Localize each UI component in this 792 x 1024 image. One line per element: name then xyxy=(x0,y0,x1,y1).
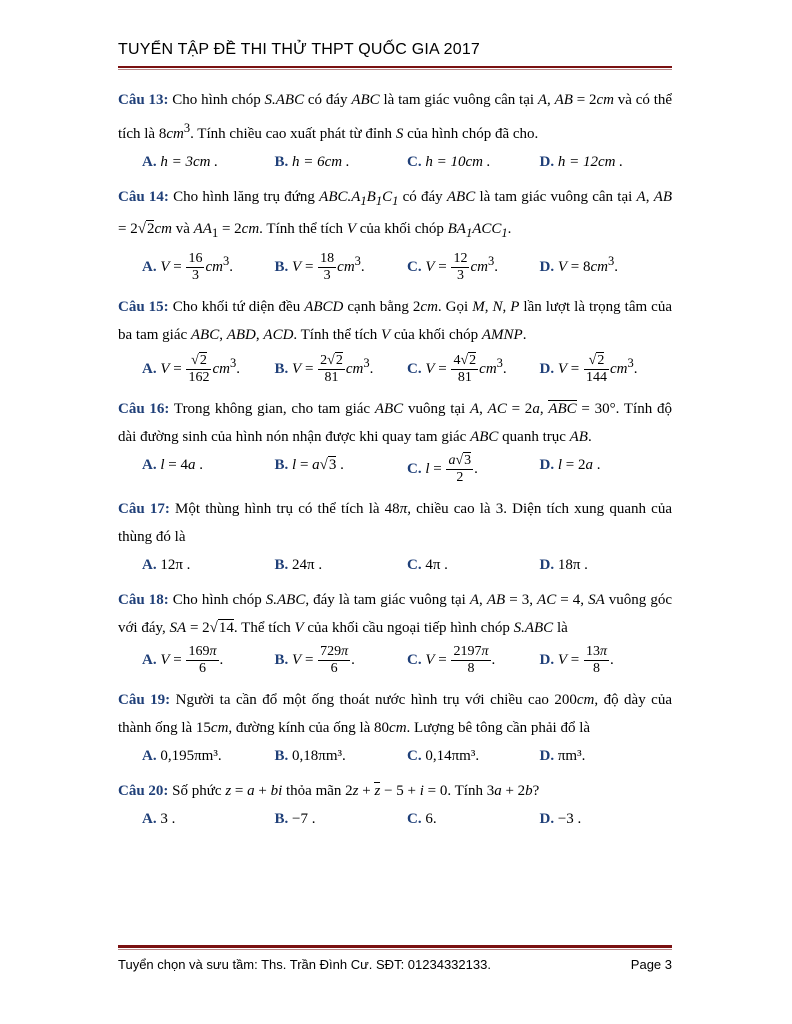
question-16-options xyxy=(142,453,672,486)
option-b[interactable]: B. −7 . xyxy=(274,811,316,828)
option-a[interactable]: A. 3 . xyxy=(142,811,176,828)
option-a[interactable]: A. 0,195πm³. xyxy=(142,748,222,765)
question-17-options xyxy=(142,553,672,577)
option-a[interactable]: A. V = $\frac{169\pi}{6}$ . xyxy=(142,644,224,677)
option-c[interactable]: C. 0,14πm³. xyxy=(407,748,480,765)
question-13-text: Câu 13: Cho hình chóp S.ABC có đáy ABC là tam giác vuông cân tại A, AB = 2cm và có thể tích là $8cm^3$. Tính chiều cao xuất phát từ đỉnh S của hình chóp đã cho. xyxy=(118,92,673,142)
option-d[interactable]: D. V = $\frac{√2}{144}$ $cm^3$. xyxy=(539,353,638,386)
option-a[interactable]: A. h = 3cm . xyxy=(142,154,218,170)
option-c[interactable]: C. l = $\frac{a√3}{2}$ . xyxy=(407,453,478,486)
option-b[interactable]: B. l = a√3 . xyxy=(274,457,344,474)
page-number: Page 3 xyxy=(630,957,672,972)
option-c[interactable]: C. V = $\frac{12}{3}$ $cm^3$. xyxy=(407,251,498,284)
question-20-text: Câu 20: Số phức z = a + bi thỏa mãn 2z + z − 5 + i = 0. Tính 3a + 2b? xyxy=(118,783,540,800)
option-b[interactable]: B. V = $\frac{18}{3}$ $cm^3$. xyxy=(274,251,365,284)
question-20-options xyxy=(142,807,672,831)
option-a[interactable]: A. l = 4a . xyxy=(142,457,203,474)
footer-rule xyxy=(118,945,672,948)
question-17 xyxy=(118,495,672,577)
option-d[interactable]: D. −3 . xyxy=(539,811,582,828)
question-list xyxy=(118,86,672,840)
page-footer xyxy=(118,957,672,972)
question-15 xyxy=(118,293,672,386)
option-d[interactable]: D. l = 2a . xyxy=(539,457,601,474)
option-c[interactable]: C. 6. xyxy=(407,811,437,828)
option-d[interactable]: D. h = 12cm . xyxy=(539,154,623,170)
option-c[interactable]: C. V = $\frac{2197\pi}{8}$ . xyxy=(407,644,496,677)
question-19-options xyxy=(142,744,672,768)
footer-credit: Tuyển chọn và sưu tầm: Ths. Trần Đình Cư. SĐT: 01234332133. xyxy=(118,957,491,972)
question-19-text: Câu 19: Người ta cần đổ một ống thoát nước hình trụ với chiều cao 200cm, độ dày của thành ống là 15cm, đường kính của ống là 80cm. Lượng bê tông cần phải đổ là xyxy=(118,692,673,737)
option-b[interactable]: B. V = $\frac{729\pi}{6}$ . xyxy=(274,644,355,677)
question-16-text: Câu 16: Trong không gian, cho tam giác ABC vuông tại A, AC = 2a, ABC = 30°. Tính độ dài đường sinh của hình nón nhận được khi quay tam giác ABC quanh trục AB. xyxy=(118,401,672,446)
option-c[interactable]: C. h = 10cm . xyxy=(407,154,491,170)
option-a[interactable]: A. 12π . xyxy=(142,557,191,574)
option-c[interactable]: C. V = $\frac{4√2}{81}$ $cm^3$. xyxy=(407,353,507,386)
option-a[interactable]: A. V = $\frac{√2}{162}$ $cm^3$. xyxy=(142,353,240,386)
question-18 xyxy=(118,586,672,677)
option-b[interactable]: B. V = $\frac{2√2}{81}$ $cm^3$. xyxy=(274,353,374,386)
page-header: TUYỂN TẬP ĐỀ THI THỬ THPT QUỐC GIA 2017 xyxy=(118,41,481,58)
header-rule-thin xyxy=(118,69,672,70)
question-20 xyxy=(118,777,672,831)
option-d[interactable]: D. πm³. xyxy=(539,748,586,765)
question-19 xyxy=(118,686,672,768)
question-13 xyxy=(118,86,672,174)
option-b[interactable]: B. h = 6cm . xyxy=(274,154,350,170)
header-rule xyxy=(118,66,672,68)
option-a[interactable]: A. V = $\frac{16}{3}$ $cm^3$. xyxy=(142,251,233,284)
option-b[interactable]: B. 0,18πm³. xyxy=(274,748,346,765)
question-14-text: Câu 14: Cho hình lăng trụ đứng $ABC.A_1B_1C_1$ có đáy ABC là tam giác vuông cân tại A, AB = 2√2cm và $AA_1 = 2cm$. Tính thể tích V của khối chóp $BA_1ACC_1$. xyxy=(118,189,673,240)
option-d[interactable]: D. $V = 8cm^3$. xyxy=(539,254,618,275)
footer-rule-thin xyxy=(118,949,672,950)
question-15-text: Câu 15: Cho khối tứ diện đều ABCD cạnh bằng 2cm. Gọi M, N, P lần lượt là trọng tâm của ba tam giác ABC, ABD, ACD. Tính thể tích V của khối chóp AMNP. xyxy=(118,299,672,344)
option-d[interactable]: D. 18π . xyxy=(539,557,588,574)
question-17-text: Câu 17: Một thùng hình trụ có thể tích là 48π, chiều cao là 3. Diện tích xung quanh của thùng đó là xyxy=(118,501,672,546)
question-14 xyxy=(118,183,672,284)
question-13-options xyxy=(142,150,672,174)
question-18-options xyxy=(142,644,672,677)
question-18-text: Câu 18: Cho hình chóp S.ABC, đáy là tam giác vuông tại A, AB = 3, AC = 4, SA vuông góc với đáy, SA = 2√14. Thể tích V của khối cầu ngoại tiếp hình chóp S.ABC là xyxy=(118,592,672,637)
option-c[interactable]: C. 4π . xyxy=(407,557,448,574)
question-14-options xyxy=(142,249,672,284)
option-b[interactable]: B. 24π . xyxy=(274,557,323,574)
question-15-options xyxy=(142,351,672,386)
question-16 xyxy=(118,395,672,486)
option-d[interactable]: D. V = $\frac{13\pi}{8}$ . xyxy=(539,644,614,677)
